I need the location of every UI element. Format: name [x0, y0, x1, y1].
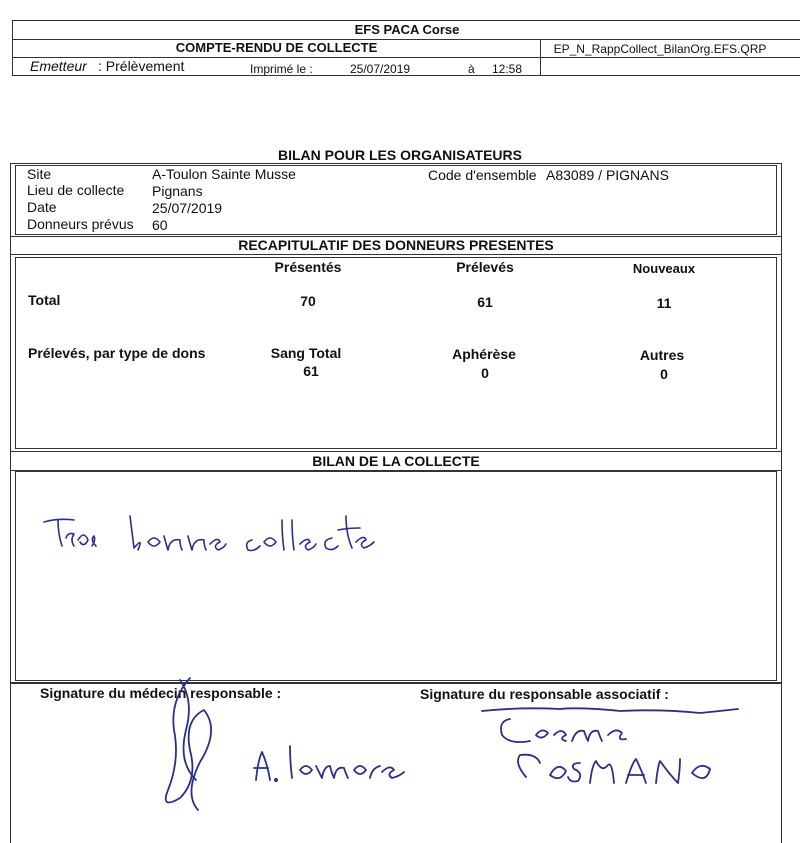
imprime-date: 25/07/2019 — [350, 62, 411, 76]
associatif-label: Signature du responsable associatif : — [420, 686, 669, 702]
imprime-a: à — [468, 62, 475, 76]
apherese-label: Aphérèse — [452, 346, 516, 362]
total-preleves: 61 — [477, 294, 493, 310]
col-preleves: Prélevés — [456, 259, 514, 275]
apherese-value: 0 — [481, 365, 489, 381]
bilan-title: BILAN POUR LES ORGANISATEURS — [278, 147, 522, 163]
header-org: EFS PACA Corse — [354, 22, 460, 37]
collecte-title: BILAN DE LA COLLECTE — [312, 453, 480, 469]
lieu-value: Pignans — [152, 183, 203, 199]
header-ref: EP_N_RappCollect_BilanOrg.EFS.QRP — [553, 42, 767, 56]
emetteur-value: : Prélèvement — [98, 58, 185, 74]
medecin-label: Signature du médecin responsable : — [40, 685, 282, 701]
handwritten-comment — [40, 510, 380, 560]
donneurs-label: Donneurs prévus — [27, 216, 134, 232]
medecin-signature — [150, 670, 420, 820]
sang-value: 61 — [303, 363, 319, 379]
recap-title: RECAPITULATIF DES DONNEURS PRESENTES — [238, 237, 554, 253]
date-value: 25/07/2019 — [152, 200, 223, 216]
associatif-signature — [480, 705, 740, 795]
code-label: Code d'ensemble — [428, 167, 537, 183]
header-blank-cell — [540, 57, 800, 76]
code-value: A83089 / PIGNANS — [546, 167, 669, 183]
col-presentes: Présentés — [274, 259, 342, 275]
date-label: Date — [27, 199, 57, 215]
header-title: COMPTE-RENDU DE COLLECTE — [175, 40, 378, 55]
site-label: Site — [27, 166, 52, 182]
total-label: Total — [28, 292, 61, 308]
site-value: A-Toulon Sainte Musse — [152, 166, 296, 182]
total-presentes: 70 — [300, 293, 316, 309]
imprime-time: 12:58 — [492, 62, 523, 76]
col-nouveaux: Nouveaux — [632, 261, 696, 276]
sang-label: Sang Total — [270, 345, 342, 361]
autres-label: Autres — [639, 347, 685, 363]
total-nouveaux: 11 — [656, 295, 672, 311]
collecte-body-box — [15, 471, 777, 681]
type-label: Prélevés, par type de dons — [28, 345, 206, 361]
autres-value: 0 — [660, 366, 668, 382]
lieu-label: Lieu de collecte — [27, 182, 125, 198]
emetteur-label: Emetteur — [30, 58, 87, 74]
donneurs-value: 60 — [152, 217, 168, 233]
imprime-label: Imprimé le : — [250, 62, 313, 76]
